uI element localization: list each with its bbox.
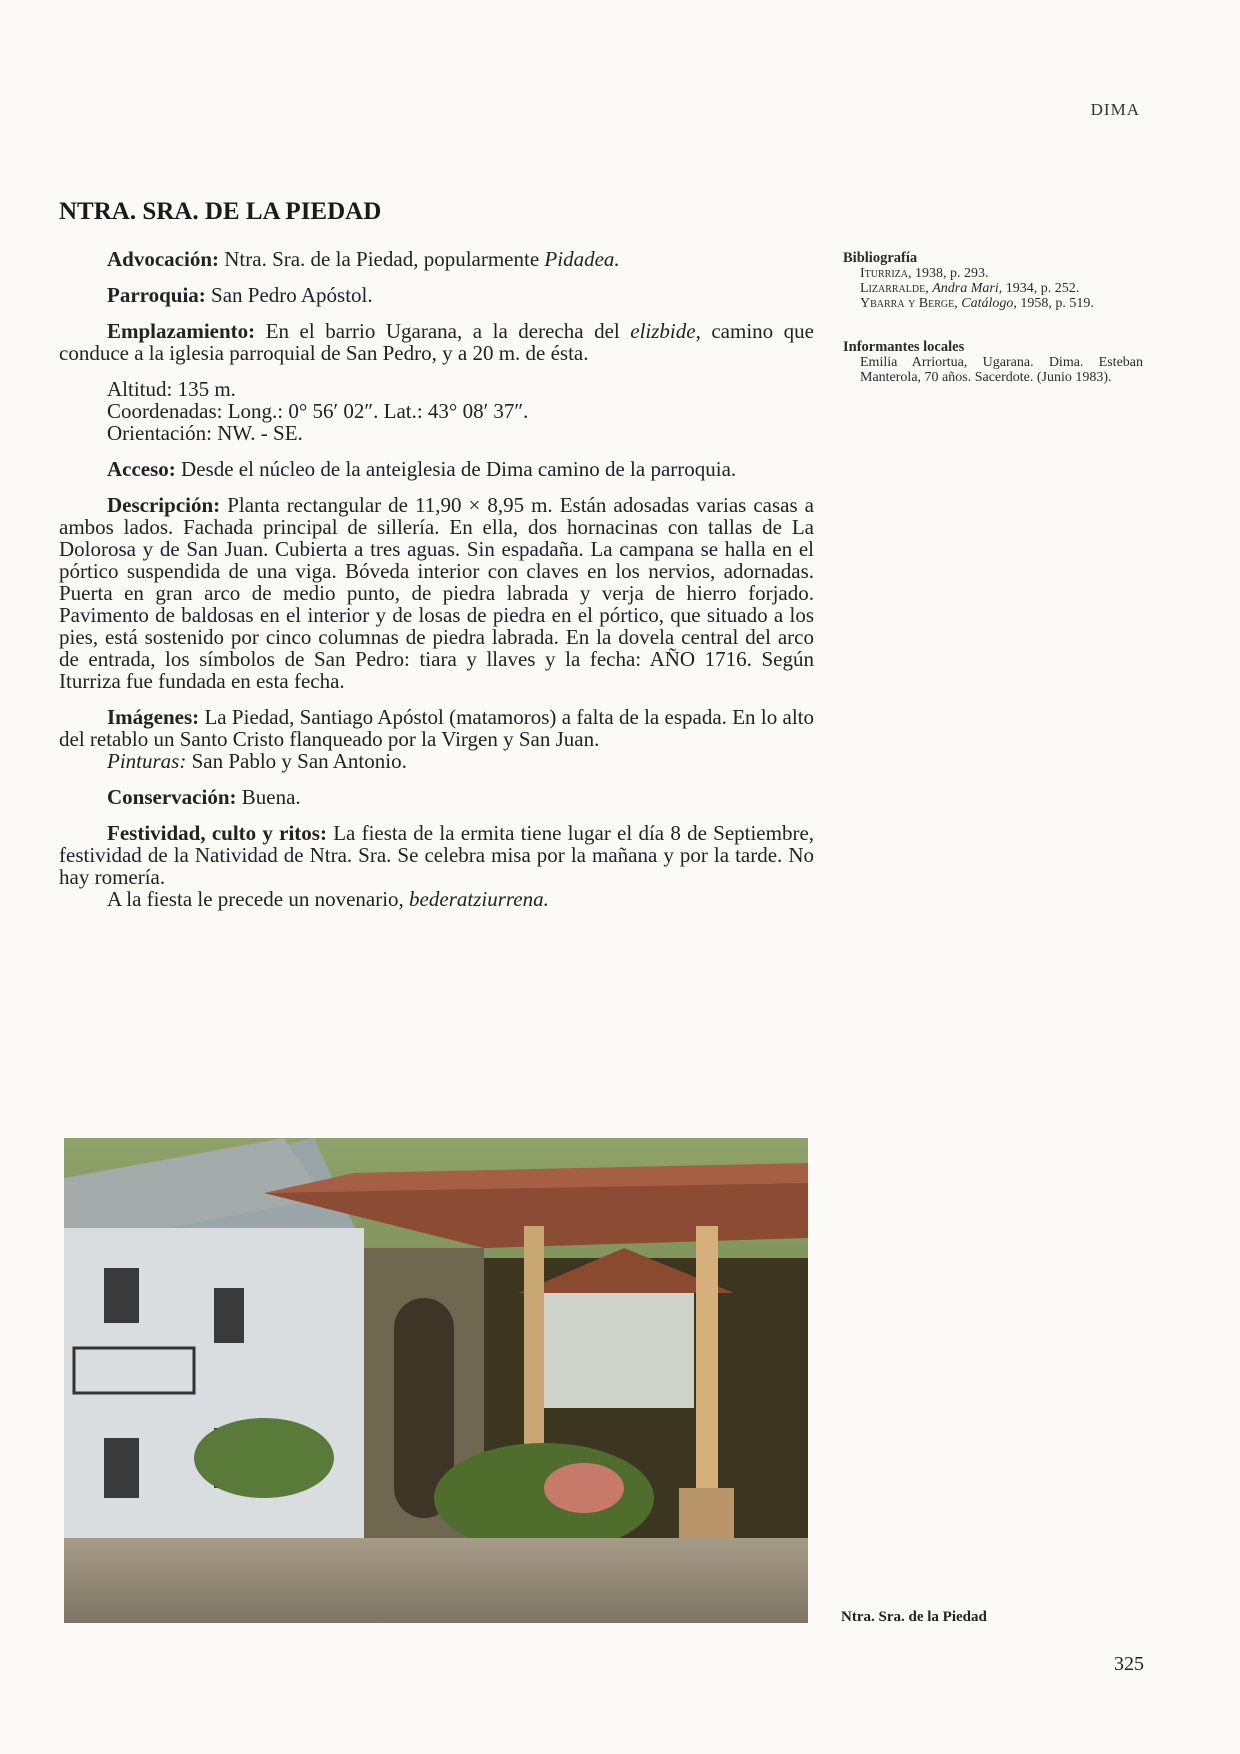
emplazamiento-paragraph [59,320,814,364]
advocacion-italic: Pidadea. [544,247,620,271]
novenario-italic: bederatziurrena. [409,887,549,911]
conservacion-text: Buena. [241,785,301,809]
bib-rest: , 1938, p. 293. [908,266,989,281]
parroquia-paragraph [59,284,814,306]
bib-author: Iturriza [860,266,908,281]
emplazamiento-text-2: camino que conduce a la iglesia parroquial de San Pedro, y a 20 m. de ésta. [59,319,814,365]
advocacion-paragraph [59,248,814,270]
page-number: 325 [1114,1653,1144,1675]
photo-caption: Ntra. Sra. de la Piedad [841,1609,987,1625]
descripcion-paragraph [59,494,814,692]
bibliografia-entry: Lizarralde, Andra Mari, 1934, p. 252. [860,281,1080,296]
advocacion-label: Advocación: [107,247,219,271]
bib-rest: 1934, p. 252. [1002,281,1080,296]
pinturas-label: Pinturas: [107,749,187,773]
informantes-text: Emilia Arriortua, Ugarana. Dima. Esteban Manterola, 70 años. Sacerdote. (Junio 1983). [860,355,1143,385]
church-photo [64,1138,808,1623]
emplazamiento-label: Emplazamiento: [107,319,256,343]
bib-rest: 1958, p. 519. [1016,296,1094,311]
novenario-paragraph [59,888,814,910]
informantes-heading: Informantes locales [843,339,965,355]
descripcion-label: Descripción: [107,493,221,517]
acceso-text: Desde el núcleo de la anteiglesia de Dima camino de la parroquia. [181,457,737,481]
parroquia-text: San Pedro Apóstol. [211,283,373,307]
advocacion-text: Ntra. Sra. de la Piedad, popularmente [224,247,545,271]
imagenes-paragraph [59,706,814,750]
informantes-block [843,340,1143,385]
bib-title: Catálogo, [961,296,1017,311]
acceso-label: Acceso: [107,457,176,481]
running-head: DIMA [1090,100,1140,119]
orientacion-line: Orientación: NW. - SE. [107,421,303,445]
emplazamiento-italic: elizbide, [630,319,701,343]
imagenes-label: Imágenes: [107,705,200,729]
emplazamiento-text: En el barrio Ugarana, a la derecha del [265,319,631,343]
festividad-label: Festividad, culto y ritos: [107,821,327,845]
pinturas-text: San Pablo y San Antonio. [191,749,407,773]
bibliografia-heading: Bibliografía [843,250,918,266]
pinturas-line [59,750,814,772]
bibliografia-block [843,251,1143,311]
page-title: NTRA. SRA. DE LA PIEDAD [59,198,382,225]
bib-author: Lizarralde [860,281,926,296]
acceso-paragraph [59,458,814,480]
conservacion-label: Conservación: [107,785,237,809]
conservacion-paragraph [59,786,814,808]
main-text [59,248,814,910]
festividad-paragraph [59,822,814,888]
novenario-text: A la fiesta le precede un novenario, [107,887,410,911]
parroquia-label: Parroquia: [107,283,206,307]
descripcion-text: Planta rectangular de 11,90 × 8,95 m. Están adosadas varias casas a ambos lados. Fachada principal de sillería. En ella, dos hornacinas con tallas de La Dolorosa y de San Juan. Cubierta a tres aguas. Sin espadaña. La campana se halla en el pórtico suspendida de una viga. Bóveda interior con claves en los nervios, adornadas. Puerta en gran arco de medio punto, de piedra labrada y verja de hierro forjado. Pavimento de baldosas en el interior y de losas de piedra en el pórtico, que situado a los pies, está sostenido por cinco columnas de piedra labrada. En la dovela central del arco de entrada, los símbolos de San Pedro: tiara y llaves y la fecha: AÑO 1716. Según Iturriza fue fundada en esta fecha. [59,493,815,693]
bibliografia-entry: Ybarra y Berge, Catálogo, 1958, p. 519. [860,296,1094,311]
bibliografia-entry [843,266,1143,281]
imagenes-text: La Piedad, Santiago Apóstol (matamoros) a falta de la espada. En lo alto del retablo un Santo Cristo flanqueado por la Virgen y San Juan. [59,705,815,751]
altitud-line: Altitud: 135 m. [107,377,236,401]
bib-author: Ybarra y Berge [860,296,955,311]
festividad-text: La fiesta de la ermita tiene lugar el día 8 de Septiembre, festividad de la Natividad de Ntra. Sra. Se celebra misa por la mañana y por la tarde. No hay romería. [59,821,815,889]
coordenadas-line: Coordenadas: Long.: 0° 56′ 02″. Lat.: 43° 08′ 37″. [107,399,529,423]
bib-title: Andra Mari, [932,281,1003,296]
